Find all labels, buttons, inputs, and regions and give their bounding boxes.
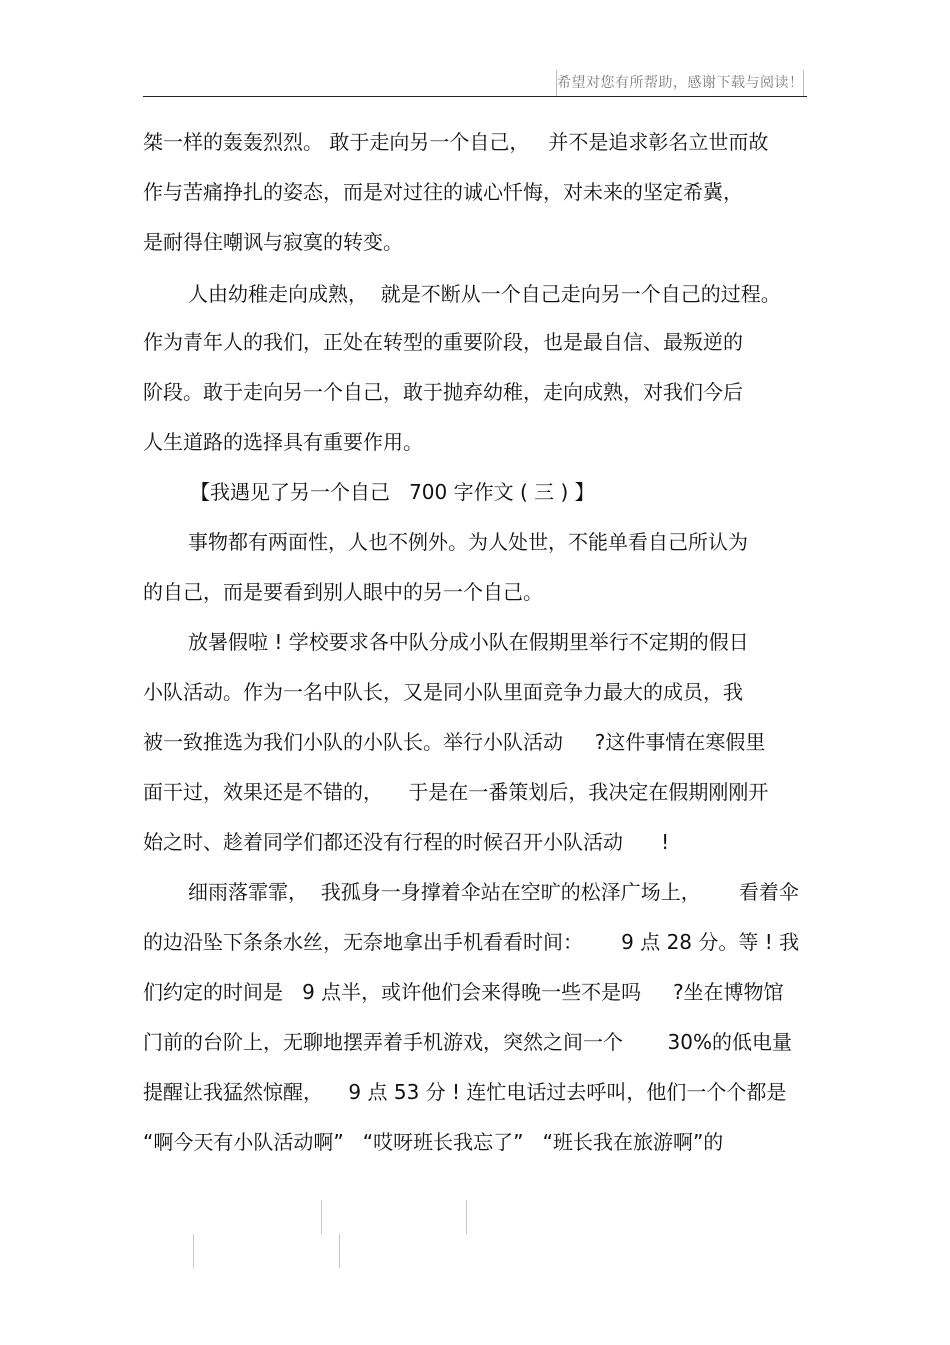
body-line: 细雨落霏霏， 我孤身一身撑着伞站在空旷的松泽广场上， 看着伞 [188,880,799,904]
body-line: 放暑假啦 ! 学校要求各中队分成小队在假期里举行不定期的假日 [188,630,749,654]
body-line: 始之时、趁着同学们都还没有行程的时候召开小队活动 ! [143,830,670,854]
header-rule [143,96,807,97]
body-line: 桀一样的轰轰烈烈。 敢于走向另一个自己， 并不是追求彰名立世而故 [143,130,769,154]
header-banner: 希望对您有所帮助，感谢下载与阅读！ [556,70,804,96]
body-line: 小队活动。作为一名中队长，又是同小队里面竞争力最大的成员，我 [143,680,743,704]
body-line: 提醒让我猛然惊醒， 9 点 53 分 ! 连忙电话过去呼叫，他们一个个都是 [143,1080,787,1104]
body-line: 人生道路的选择具有重要作用。 [143,430,423,454]
body-line: 的自己，而是要看到别人眼中的另一个自己。 [143,580,543,604]
body-line: 作与苦痛挣扎的姿态，而是对过往的诚心忏悔，对未来的坚定希冀， [143,180,743,204]
body-line: 门前的台阶上，无聊地摆弄着手机游戏，突然之间一个 30%的低电量 [143,1030,792,1054]
body-line: 面干过，效果还是不错的， 于是在一番策划后，我决定在假期刚刚开 [143,780,769,804]
scan-mark [193,1234,194,1268]
scan-mark [321,1200,322,1234]
body-line: “啊今天有小队活动啊” “哎呀班长我忘了” “班长我在旅游啊”的 [143,1130,724,1154]
body-line: 阶段。敢于走向另一个自己，敢于抛弃幼稚，走向成熟，对我们今后 [143,380,743,404]
body-line: 的边沿坠下条条水丝，无奈地拿出手机看看时间： 9 点 28 分。等 ! 我 [143,930,800,954]
body-line: 事物都有两面性，人也不例外。为人处世，不能单看自己所认为 [188,530,748,554]
body-line: 作为青年人的我们，正处在转型的重要阶段，也是最自信、最叛逆的 [143,330,743,354]
section-heading: 【我遇见了另一个自己 700 字作文 ( 三 ) 】 [190,480,595,504]
body-line: 是耐得住嘲讽与寂寞的转变。 [143,230,403,254]
scan-mark [339,1234,340,1268]
scan-mark [466,1200,467,1234]
body-line: 人由幼稚走向成熟， 就是不断从一个自己走向另一个自己的过程。 [188,282,781,306]
body-line: 被一致推选为我们小队的小队长。举行小队活动 ?这件事情在寒假里 [143,730,766,754]
body-line: 们约定的时间是 9 点半，或许他们会来得晚一些不是吗 ?坐在博物馆 [143,980,784,1004]
